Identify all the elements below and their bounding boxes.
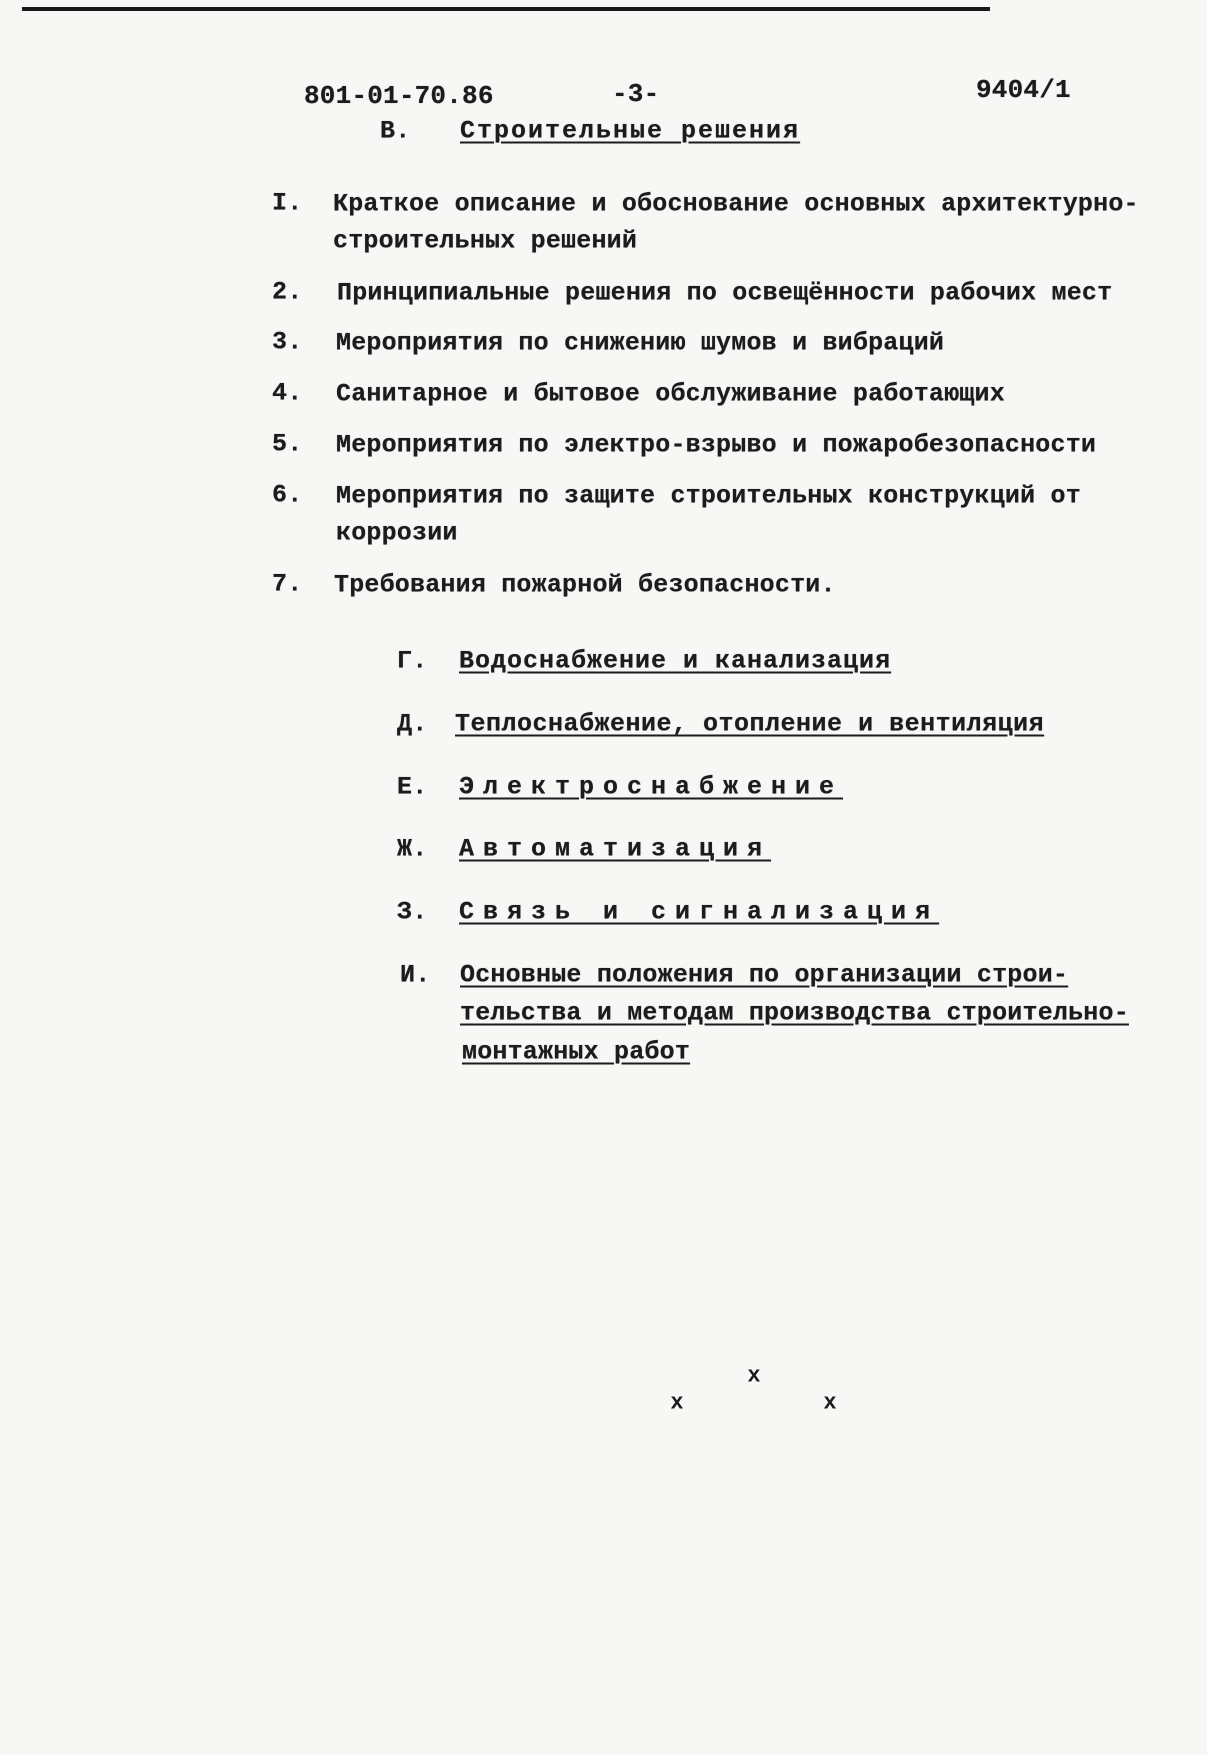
item-number: I. [272,188,303,218]
section-title: монтажных работ [462,1037,691,1067]
item-text: Санитарное и бытовое обслуживание работающих [336,379,1005,409]
section-title: тельства и методам производства строительно- [460,998,1129,1028]
section-title: Связь и сигнализация [459,897,940,927]
section-title: Автоматизация [459,834,772,864]
end-mark: x [670,1390,684,1416]
item-number: 5. [272,429,303,459]
top-border-line [22,7,990,11]
end-mark: x [823,1390,837,1416]
item-text: Мероприятия по снижению шумов и вибраций [336,328,945,358]
item-text: Принципиальные решения по освещённости рабочих мест [337,278,1113,308]
page-number: -3- [612,79,660,109]
section-letter: Е. [397,772,428,802]
item-text: коррозии [336,518,458,548]
item-number: 3. [272,327,303,357]
section-b-title: Строительные решения [460,116,801,146]
item-text: Мероприятия по защите строительных конструкций от [336,481,1081,511]
section-b-letter: В. [380,116,411,146]
section-title: Теплоснабжение, отопление и вентиляция [455,709,1045,739]
item-text: Мероприятия по электро-взрыво и пожаробезопасности [336,430,1097,460]
section-letter: И. [400,960,431,990]
item-number: 2. [272,277,303,307]
item-number: 7. [272,569,303,599]
item-number: 6. [272,480,303,510]
item-text: Требования пожарной безопасности. [334,570,836,600]
item-text: строительных решений [333,226,638,256]
section-title: Водоснабжение и канализация [459,646,892,676]
end-mark: x [747,1363,761,1389]
sheet-ref: 9404/1 [976,75,1071,105]
section-title: Электроснабжение [459,772,844,802]
item-number: 4. [272,378,303,408]
section-letter: Д. [397,709,428,739]
section-letter: Г. [397,646,428,676]
section-letter: З. [397,897,428,927]
item-text: Краткое описание и обоснование основных архитектурно- [333,189,1139,219]
section-letter: Ж. [397,834,428,864]
section-title: Основные положения по организации строи- [460,960,1069,990]
doc-code: 801-01-70.86 [304,81,494,111]
